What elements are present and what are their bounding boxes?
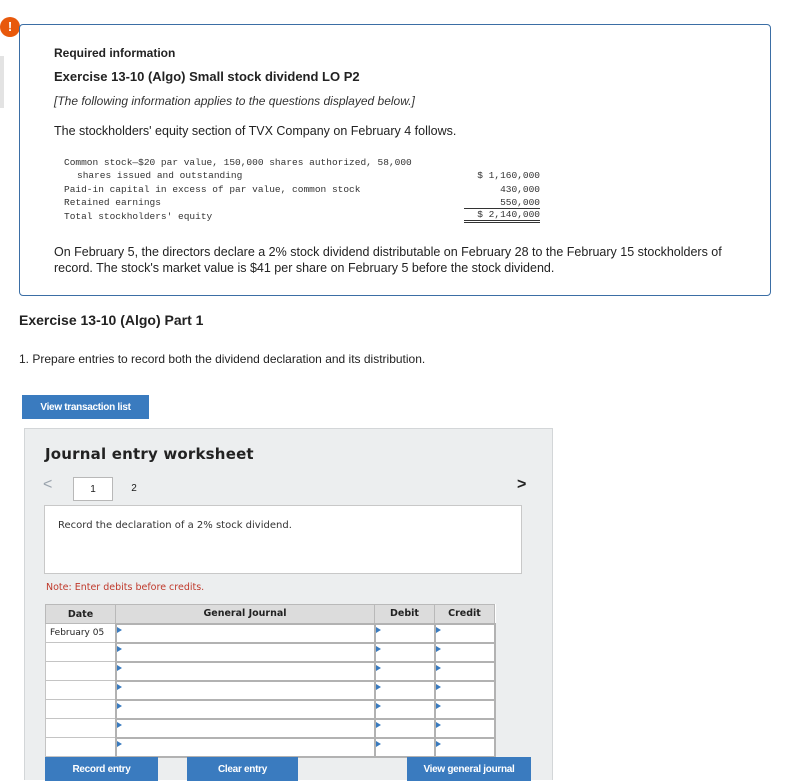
- entry-description: Record the declaration of a 2% stock dividend.: [58, 520, 292, 531]
- equity-row-amount: 550,000: [464, 195, 540, 209]
- debit-input[interactable]: [375, 738, 435, 757]
- chevron-right-icon[interactable]: >: [517, 476, 527, 493]
- equity-row-label: shares issued and outstanding: [77, 170, 243, 181]
- equity-row: [64, 208, 540, 222]
- account-input[interactable]: [116, 719, 375, 738]
- required-information-label: Required information: [54, 46, 176, 60]
- debit-input[interactable]: [375, 681, 435, 700]
- equity-row-amount: [464, 154, 540, 168]
- journal-entry-worksheet: [24, 428, 553, 780]
- equity-row-amount: 430,000: [500, 183, 540, 195]
- part-instruction: 1. Prepare entries to record both the dividend declaration and its distribution.: [19, 352, 426, 366]
- equity-row: [64, 195, 540, 209]
- journal-row: [46, 719, 495, 738]
- debit-input[interactable]: [375, 700, 435, 719]
- exercise-title: Exercise 13-10 (Algo) Small stock dividend LO P2: [54, 69, 360, 84]
- date-cell: February 05: [46, 624, 116, 643]
- date-cell: [46, 662, 116, 681]
- intro-text: The stockholders' equity section of TVX Company on February 4 follows.: [54, 124, 457, 138]
- applies-note: [The following information applies to the questions displayed below.]: [54, 94, 415, 108]
- worksheet-page-2[interactable]: 2: [131, 483, 137, 494]
- chevron-left-icon[interactable]: <: [43, 476, 53, 493]
- debit-input[interactable]: [375, 643, 435, 662]
- journal-row: [46, 643, 495, 662]
- equity-row-amount: $ 1,160,000: [477, 170, 540, 181]
- left-rule: [0, 56, 4, 108]
- account-input[interactable]: [116, 700, 375, 719]
- journal-row: [46, 624, 495, 643]
- debit-input[interactable]: [375, 662, 435, 681]
- credit-input[interactable]: [435, 700, 495, 719]
- stockholders-equity-table: [64, 154, 540, 223]
- scenario-paragraph: On February 5, the directors declare a 2% stock dividend distributable on February 28 to the February 15 stockholders of record. The stock's market value is $41 per share on February 5 before the stock dividend.: [54, 245, 722, 275]
- equity-row-label: Retained earnings: [64, 197, 161, 208]
- account-input[interactable]: [116, 681, 375, 700]
- equity-row-label: Common stock—$20 par value, 150,000 shares authorized, 58,000: [64, 156, 412, 168]
- equity-row-amount: $ 2,140,000: [464, 208, 540, 222]
- credit-column-header: Credit: [435, 605, 495, 624]
- date-cell: [46, 719, 116, 738]
- credit-input[interactable]: [435, 738, 495, 757]
- equity-row-label: Paid-in capital in excess of par value, common stock: [64, 183, 361, 195]
- debit-column-header: Debit: [375, 605, 435, 624]
- journal-row: [46, 681, 495, 700]
- debit-input[interactable]: [375, 719, 435, 738]
- worksheet-page-1[interactable]: 1: [73, 477, 113, 501]
- clear-entry-button[interactable]: Clear entry: [187, 757, 298, 781]
- journal-row: [46, 700, 495, 719]
- debit-input[interactable]: [375, 624, 435, 643]
- general-journal-column-header: General Journal: [116, 605, 375, 624]
- alert-icon: !: [0, 17, 20, 37]
- worksheet-title: Journal entry worksheet: [45, 445, 254, 463]
- account-input[interactable]: [116, 662, 375, 681]
- credit-input[interactable]: [435, 681, 495, 700]
- entry-description-box: [44, 505, 522, 574]
- view-general-journal-button[interactable]: View general journal: [407, 757, 531, 781]
- date-cell: [46, 738, 116, 757]
- credit-input[interactable]: [435, 719, 495, 738]
- view-transaction-list-button[interactable]: View transaction list: [22, 395, 149, 419]
- journal-table: [45, 604, 496, 758]
- equity-row: [64, 168, 540, 182]
- equity-row: [64, 181, 540, 195]
- part-title: Exercise 13-10 (Algo) Part 1: [19, 312, 204, 328]
- date-cell: [46, 643, 116, 662]
- journal-header-row: [46, 605, 495, 624]
- date-cell: [46, 681, 116, 700]
- date-column-header: Date: [46, 605, 116, 624]
- journal-row: [46, 662, 495, 681]
- required-information-panel: [19, 24, 771, 296]
- equity-row-label: Total stockholders' equity: [64, 210, 213, 222]
- debits-credits-note: Note: Enter debits before credits.: [46, 582, 205, 593]
- journal-row: [46, 738, 495, 757]
- equity-row: [64, 154, 540, 168]
- account-input[interactable]: [116, 738, 375, 757]
- date-cell: [46, 700, 116, 719]
- account-input[interactable]: [116, 643, 375, 662]
- account-input[interactable]: [116, 624, 375, 643]
- record-entry-button[interactable]: Record entry: [45, 757, 158, 781]
- credit-input[interactable]: [435, 624, 495, 643]
- credit-input[interactable]: [435, 643, 495, 662]
- credit-input[interactable]: [435, 662, 495, 681]
